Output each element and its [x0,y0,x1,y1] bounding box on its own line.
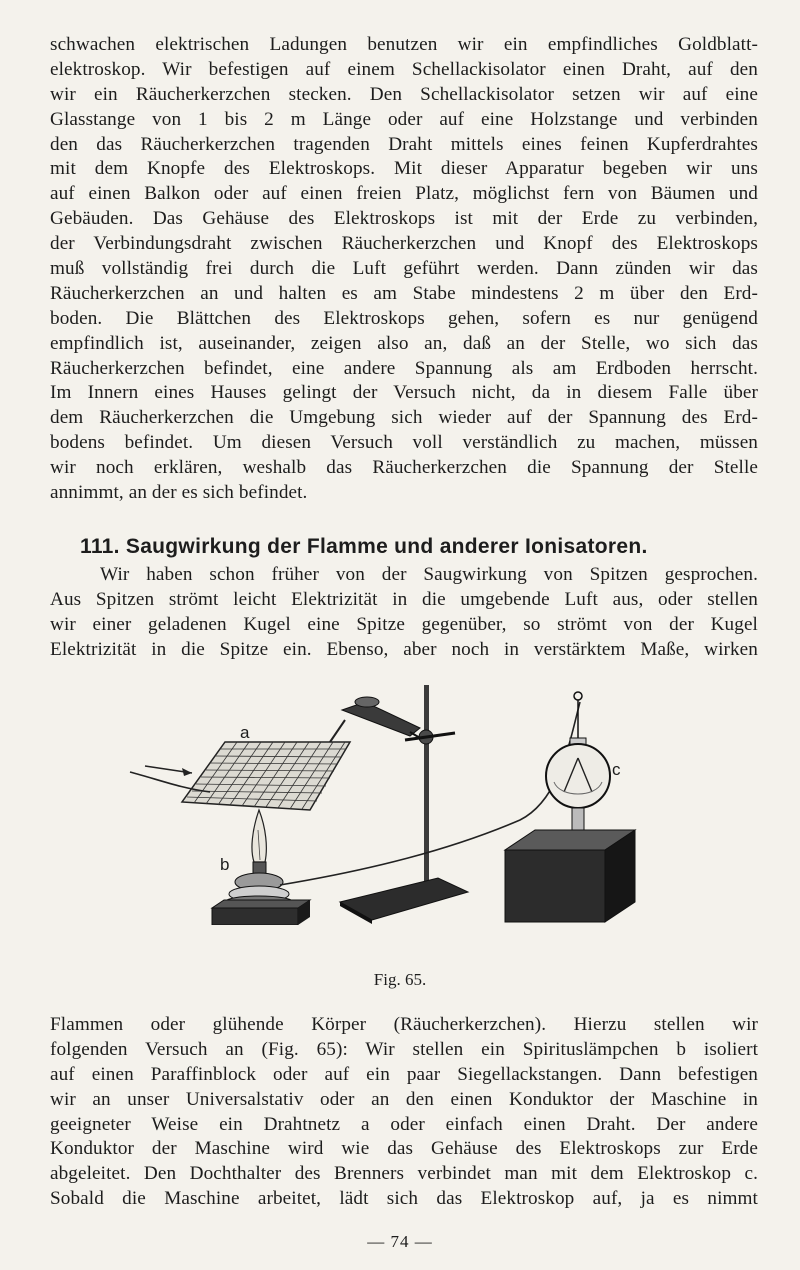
electroscope-block [505,830,635,922]
text-line: Gebäuden. Das Gehäuse des Elektroskops ist mit der Erde zu verbinden, [50,208,758,230]
text-line: wir noch erklären, weshalb das Räucherkerzchen die Spannung der Stelle [50,457,758,479]
text-line: Glasstange von 1 bis 2 m Länge oder auf eine Holzstange und verbinden [50,108,758,130]
text-line: Aus Spitzen strömt leicht Elektrizität in die umgebende Luft aus, oder stellen [50,588,758,610]
text-line: empfindlich ist, auseinander, zeigen also an, daß an der Stelle, wo sich das [50,332,758,354]
wire-mesh-a [182,742,350,810]
text-line: Elektrizität in die Spitze ein. Ebenso, aber noch in verstärktem Maße, wirken [50,638,758,660]
label-c: c [612,760,621,779]
text-line: abgeleitet. Den Dochthalter des Brenners verbindet man mit dem Elektroskop c. [50,1163,758,1185]
page-number: — 74 — [367,1232,433,1251]
text-line: folgenden Versuch an (Fig. 65): Wir stellen ein Spirituslämpchen b isoliert [50,1038,758,1060]
label-a: a [240,723,250,742]
text-line: der Verbindungsdraht zwischen Räucherkerzchen und Knopf des Elektroskops [50,233,758,255]
text-line: muß vollständig frei durch die Luft geführt werden. Dann zünden wir das [50,258,758,280]
electroscope-c [546,692,610,841]
text-line: boden. Die Blättchen des Elektroskops gehen, sofern es nur genügend [50,307,758,329]
text-line: Wir haben schon früher von der Saugwirkung von Spitzen gesprochen. [100,564,758,585]
clamp-holder [342,697,420,738]
text-line: schwachen elektrischen Ladungen benutzen wir ein empfindliches Goldblatt- [50,34,758,55]
text-line: wir einer geladenen Kugel eine Spitze gegenüber, so strömt von der Kugel [50,613,758,635]
figure-illustration [120,680,660,925]
text-line: mit dem Knopfe des Elektroskops. Mit dieser Apparatur begeben wir uns [50,158,758,180]
text-line: Im Innern eines Hauses gelingt der Versuch nicht, da in diesem Falle über [50,382,758,404]
text-line: Flammen oder glühende Körper (Räucherkerzchen). Hierzu stellen wir [50,1014,758,1035]
text-line: den das Räucherkerzchen tragenden Draht mittels eines feinen Kupferdrahtes [50,133,758,155]
text-line: elektroskop. Wir befestigen auf einem Schellackisolator einen Draht, auf den [50,58,758,80]
arrowhead-icon [182,768,192,776]
paragraph-3 [50,1013,758,1212]
text-line: wir an unser Universalstativ oder an den einen Konduktor der Maschine in [50,1088,758,1110]
text-line: geeigneter Weise ein Drahtnetz a oder einfach einen Draht. Der andere [50,1113,758,1135]
text-line: auf einen Paraffinblock oder auf ein paar Siegellackstangen. Dann befestigen [50,1063,758,1085]
text-line: auf einen Balkon oder auf einen freien Platz, möglichst fern von Bäumen und [50,183,758,205]
text-line: Sobald die Maschine arbeitet, lädt sich das Elektroskop auf, ja es nimmt [50,1188,758,1210]
text-line: Konduktor der Maschine wird wie das Gehäuse des Elektroskops zur Erde [50,1138,758,1160]
label-b: b [220,855,230,874]
text-line: wir ein Räucherkerzchen stecken. Den Schellackisolator setzen wir auf eine [50,83,758,105]
paragraph-2 [50,563,758,663]
figure-caption: Fig. 65. [373,970,427,989]
text-line: dem Räucherkerzchen die Umgebung sich wieder auf der Spannung des Erd- [50,407,758,429]
paraffin-block [212,900,310,925]
text-line: Räucherkerzchen an und halten es am Stabe mindestens 2 m über den Erd- [50,282,758,304]
text-line: bodens befindet. Um diesen Versuch voll verständlich zu machen, müssen [50,432,758,454]
alcohol-lamp-b [225,810,293,908]
mesh-holder-rod [330,720,345,742]
text-line: Räucherkerzchen befindet, eine andere Spannung als am Erdboden herrscht. [50,357,758,379]
section-heading: 111. Saugwirkung der Flamme und anderer Ionisatoren. [80,535,648,558]
paragraph-1 [50,33,758,506]
text-line: annimmt, an der es sich befindet. [50,482,308,504]
